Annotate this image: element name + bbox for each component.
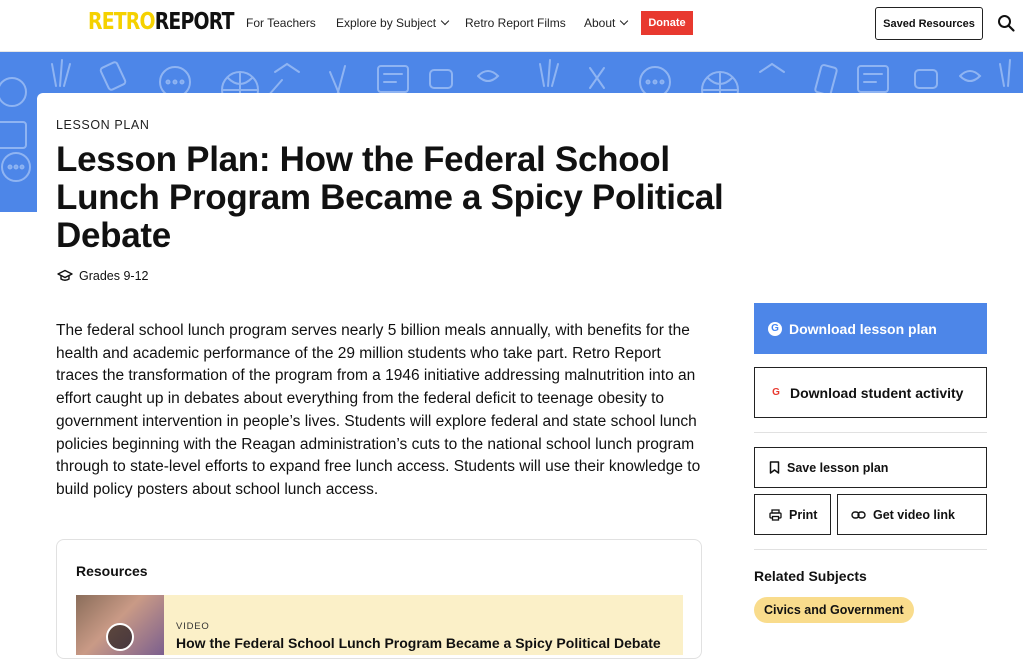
- resource-title[interactable]: How the Federal School Lunch Program Became a Spicy Political Debate: [176, 635, 661, 651]
- print-label: Print: [789, 507, 818, 522]
- sidebar-divider: [754, 549, 987, 550]
- nav-for-teachers[interactable]: [246, 16, 316, 30]
- download-lesson-plan-button[interactable]: [754, 303, 987, 354]
- download-student-activity-label: Download student activity: [790, 384, 964, 401]
- chevron-down-icon: [441, 17, 449, 25]
- resource-item-video[interactable]: [76, 595, 683, 655]
- printer-icon: [769, 509, 782, 521]
- download-student-activity-button[interactable]: [754, 367, 987, 418]
- grade-level-text: Grades 9-12: [79, 269, 149, 283]
- logo-retro: RETRO: [88, 9, 155, 35]
- nav-explore-by-subject[interactable]: [336, 16, 448, 30]
- sidebar-divider: [754, 432, 987, 433]
- retro-report-logo[interactable]: [88, 9, 234, 35]
- subject-chip-civics[interactable]: Civics and Government: [754, 597, 914, 623]
- saved-resources-button[interactable]: Saved Resources: [875, 7, 983, 40]
- video-thumbnail: [76, 595, 164, 655]
- nav-about[interactable]: [584, 16, 627, 30]
- resources-heading: Resources: [76, 563, 148, 579]
- print-button[interactable]: [754, 494, 831, 535]
- nav-explore-by-subject-label: Explore by Subject: [336, 16, 437, 30]
- grade-level: [57, 269, 148, 283]
- save-lesson-plan-label: Save lesson plan: [787, 460, 889, 475]
- nav-retro-report-films-label: Retro Report Films: [465, 16, 566, 30]
- logo-report: REPORT: [154, 9, 234, 35]
- resource-type: VIDEO: [176, 621, 210, 632]
- link-icon: [851, 510, 866, 520]
- content-type-label: LESSON PLAN: [56, 118, 150, 132]
- site-header: [0, 0, 1023, 52]
- google-icon: G: [769, 386, 783, 400]
- search-icon[interactable]: [997, 14, 1015, 32]
- google-icon: G: [768, 322, 782, 336]
- get-video-link-button[interactable]: [837, 494, 987, 535]
- resources-panel: [56, 539, 702, 659]
- bookmark-icon: [769, 461, 780, 474]
- chevron-down-icon: [620, 17, 628, 25]
- graduation-cap-icon: [57, 269, 73, 283]
- play-icon[interactable]: [106, 623, 134, 651]
- save-lesson-plan-button[interactable]: [754, 447, 987, 488]
- related-subjects-heading: Related Subjects: [754, 568, 867, 584]
- nav-about-label: About: [584, 16, 616, 30]
- page-title: Lesson Plan: How the Federal School Lunch Program Became a Spicy Political Debate: [56, 140, 724, 255]
- nav-retro-report-films[interactable]: [465, 16, 566, 30]
- lesson-description: The federal school lunch program serves nearly 5 billion meals annually, with benefits for the health and academic performance of the 29 million students who take part. Retro Report traces the transformation of the program from a 1946 initiative addressing malnutrition into an effort caught up in debates about everything from the federal deficit to teenage obesity to government intervention in people’s lives. Students will explore federal and state school lunch policies beginning with the Reagan administration’s cuts to the national school lunch program through to state-level efforts to expand free lunch access. Students will use their knowledge to build policy posters about school lunch access.: [56, 322, 701, 498]
- download-lesson-plan-label: Download lesson plan: [789, 320, 937, 337]
- donate-button[interactable]: Donate: [641, 11, 693, 35]
- get-video-link-label: Get video link: [873, 507, 955, 522]
- nav-for-teachers-label: For Teachers: [246, 16, 316, 30]
